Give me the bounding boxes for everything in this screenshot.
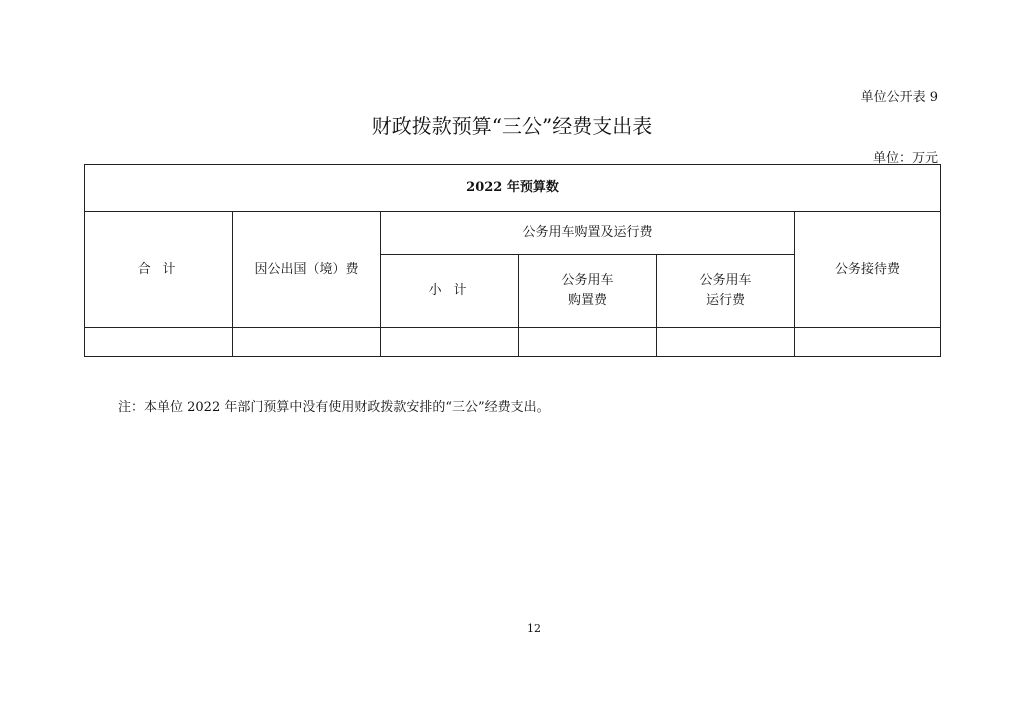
table-cell-abroad <box>233 328 381 357</box>
unit-label: 单位：万元 <box>872 151 938 166</box>
table-cell-reception <box>795 328 941 357</box>
table-header-row-year <box>85 165 941 212</box>
budget-table <box>84 164 941 357</box>
page-title: 财政拨款预算“三公”经费支出表 <box>371 114 653 138</box>
table-cell-vehicle-operation <box>657 328 795 357</box>
vehicle-purchase-label-line1: 公务用车 <box>561 273 614 288</box>
abroad-fee-header-cell: 因公出国（境）费 <box>233 212 381 328</box>
total-header-cell: 合 计 <box>85 212 233 328</box>
table-row <box>85 328 941 357</box>
vehicle-purchase-header-cell <box>519 255 657 328</box>
form-number: 单位公开表 9 <box>860 90 938 105</box>
vehicle-group-header-cell: 公务用车购置及运行费 <box>381 212 795 255</box>
table-header-row-group <box>85 212 941 255</box>
footnote: 注：本单位 2022 年部门预算中没有使用财政拨款安排的“三公”经费支出。 <box>118 400 550 415</box>
vehicle-purchase-label-line2: 购置费 <box>567 293 607 308</box>
vehicle-operation-label-line1: 公务用车 <box>699 273 752 288</box>
reception-fee-header-cell: 公务接待费 <box>795 212 941 328</box>
table-cell-total <box>85 328 233 357</box>
year-header-cell: 2022 年预算数 <box>85 165 941 212</box>
vehicle-operation-label-line2: 运行费 <box>705 293 745 308</box>
subtotal-header-cell: 小 计 <box>381 255 519 328</box>
table-cell-subtotal <box>381 328 519 357</box>
vehicle-operation-header-cell <box>657 255 795 328</box>
page-number: 12 <box>527 622 541 635</box>
table-cell-vehicle-purchase <box>519 328 657 357</box>
